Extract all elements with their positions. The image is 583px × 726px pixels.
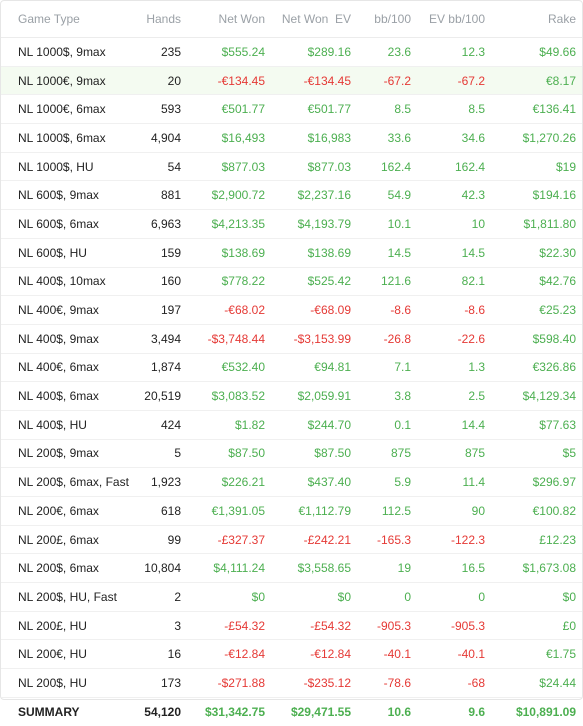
cell-bb-100: 162.4 xyxy=(357,152,417,181)
cell-game-type: NL 200$, 6max xyxy=(1,554,129,583)
cell-net-won-ev: $525.42 xyxy=(271,267,357,296)
cell-hands: 593 xyxy=(129,95,187,124)
cell-rake: €8.17 xyxy=(491,66,582,95)
cell-game-type: NL 200€, 6max xyxy=(1,497,129,526)
cell-bb-100: -8.6 xyxy=(357,296,417,325)
cell-ev-bb-100: -68 xyxy=(417,669,491,698)
cell-ev-bb-100: 34.6 xyxy=(417,124,491,153)
cell-net-won-ev: $16,983 xyxy=(271,124,357,153)
cell-net-won-ev: €94.81 xyxy=(271,353,357,382)
cell-net-won-ev: €501.77 xyxy=(271,95,357,124)
column-header-ev-bb-100[interactable]: EV bb/100 xyxy=(417,1,491,38)
cell-rake: $296.97 xyxy=(491,468,582,497)
cell-net-won: -€12.84 xyxy=(187,640,271,669)
cell-net-won: $1.82 xyxy=(187,410,271,439)
cell-rake: $77.63 xyxy=(491,410,582,439)
cell-net-won-ev: -$235.12 xyxy=(271,669,357,698)
column-header-net-won-ev[interactable]: Net Won EV xyxy=(271,1,357,38)
cell-ev-bb-100: 12.3 xyxy=(417,38,491,67)
column-header-net-won[interactable]: Net Won xyxy=(187,1,271,38)
cell-net-won: $0 xyxy=(187,583,271,612)
cell-rake: $0 xyxy=(491,583,582,612)
cell-bb-100: 875 xyxy=(357,439,417,468)
cell-bb-100: 7.1 xyxy=(357,353,417,382)
cell-bb-100: 121.6 xyxy=(357,267,417,296)
cell-game-type: NL 200£, 6max xyxy=(1,525,129,554)
table-body xyxy=(1,38,582,726)
cell-bb-100: 14.5 xyxy=(357,238,417,267)
cell-rake: $42.76 xyxy=(491,267,582,296)
cell-rake: $10,891.09 xyxy=(515,704,576,719)
cell-hands: 10,804 xyxy=(129,554,187,583)
cell-game-type: NL 200€, HU xyxy=(1,640,129,669)
cell-hands: 20 xyxy=(129,66,187,95)
table-row[interactable] xyxy=(1,353,582,382)
table-row[interactable] xyxy=(1,669,582,698)
cell-rake: $19 xyxy=(491,152,582,181)
cell-rake: $24.44 xyxy=(491,669,582,698)
cell-net-won: $138.69 xyxy=(187,238,271,267)
cell-ev-bb-100: 90 xyxy=(417,497,491,526)
cell-net-won-ev: -€68.09 xyxy=(271,296,357,325)
cell-ev-bb-100: -40.1 xyxy=(417,640,491,669)
cell-net-won-ev: $289.16 xyxy=(271,38,357,67)
cell-bb-100: -67.2 xyxy=(357,66,417,95)
cell-rake: $1,673.08 xyxy=(491,554,582,583)
cell-hands: 1,874 xyxy=(129,353,187,382)
cell-ev-bb-100: 42.3 xyxy=(417,181,491,210)
cell-net-won: -£54.32 xyxy=(187,611,271,640)
cell-net-won: -€134.45 xyxy=(187,66,271,95)
cell-net-won: $31,342.75 xyxy=(204,704,265,719)
cell-net-won: -£327.37 xyxy=(187,525,271,554)
cell-ev-bb-100: 2.5 xyxy=(417,382,491,411)
cell-bb-100: -26.8 xyxy=(357,324,417,353)
cell-rake: €136.41 xyxy=(491,95,582,124)
cell-rake: £12.23 xyxy=(491,525,582,554)
cell-hands: 197 xyxy=(129,296,187,325)
cell-ev-bb-100: 162.4 xyxy=(417,152,491,181)
table-row[interactable] xyxy=(1,181,582,210)
table-row[interactable] xyxy=(1,640,582,669)
cell-bb-100: 8.5 xyxy=(357,95,417,124)
table-row[interactable] xyxy=(1,554,582,583)
cell-bb-100: 10.1 xyxy=(357,210,417,239)
cell-hands: 4,904 xyxy=(129,124,187,153)
table-row[interactable] xyxy=(1,267,582,296)
cell-net-won-ev: $138.69 xyxy=(271,238,357,267)
cell-game-type: NL 1000$, 9max xyxy=(1,38,129,67)
cell-bb-100: 5.9 xyxy=(357,468,417,497)
column-header-rake[interactable]: Rake xyxy=(491,1,582,38)
cell-net-won: $4,213.35 xyxy=(187,210,271,239)
cell-hands: 20,519 xyxy=(129,382,187,411)
column-header-game-type[interactable]: Game Type xyxy=(1,1,129,38)
cell-game-type: NL 1000€, 9max xyxy=(1,66,129,95)
table-row[interactable] xyxy=(1,296,582,325)
cell-game-type: NL 600$, 6max xyxy=(1,210,129,239)
cell-net-won-ev: -€12.84 xyxy=(271,640,357,669)
table-header-row xyxy=(1,1,582,38)
cell-hands: 173 xyxy=(129,669,187,698)
table-row[interactable] xyxy=(1,324,582,353)
cell-net-won-ev: -£242.21 xyxy=(271,525,357,554)
cell-ev-bb-100: 0 xyxy=(417,583,491,612)
table-row[interactable] xyxy=(1,66,582,95)
cell-net-won: $3,083.52 xyxy=(187,382,271,411)
cell-net-won: -€68.02 xyxy=(187,296,271,325)
cell-game-type: NL 400$, 10max xyxy=(1,267,129,296)
cell-net-won: $16,493 xyxy=(187,124,271,153)
cell-game-type: NL 400€, 6max xyxy=(1,353,129,382)
cell-bb-100: 54.9 xyxy=(357,181,417,210)
cell-ev-bb-100: 875 xyxy=(417,439,491,468)
cell-rake: £0 xyxy=(491,611,582,640)
cell-bb-100: 0 xyxy=(357,583,417,612)
cell-net-won-ev: -£54.32 xyxy=(271,611,357,640)
cell-hands: 3,494 xyxy=(129,324,187,353)
cell-net-won-ev: $29,471.55 xyxy=(290,704,351,719)
summary-row[interactable] xyxy=(1,697,582,726)
cell-bb-100: 33.6 xyxy=(357,124,417,153)
cell-bb-100: 10.6 xyxy=(387,704,411,719)
table-row[interactable] xyxy=(1,95,582,124)
cell-ev-bb-100: 8.5 xyxy=(417,95,491,124)
cell-hands: 159 xyxy=(129,238,187,267)
cell-bb-100: 112.5 xyxy=(357,497,417,526)
table-row[interactable] xyxy=(1,210,582,239)
cell-ev-bb-100: 14.5 xyxy=(417,238,491,267)
cell-net-won-ev: $877.03 xyxy=(271,152,357,181)
cell-ev-bb-100: 1.3 xyxy=(417,353,491,382)
cell-hands: 3 xyxy=(129,611,187,640)
cell-game-type: NL 200$, HU xyxy=(1,669,129,698)
cell-hands: 235 xyxy=(129,38,187,67)
cell-game-type: NL 400€, 9max xyxy=(1,296,129,325)
cell-net-won-ev: $3,558.65 xyxy=(271,554,357,583)
table-row[interactable] xyxy=(1,583,582,612)
cell-bb-100: 23.6 xyxy=(357,38,417,67)
cell-net-won: $87.50 xyxy=(187,439,271,468)
cell-hands: 160 xyxy=(129,267,187,296)
cell-rake: €1.75 xyxy=(491,640,582,669)
cell-game-type: NL 600$, 9max xyxy=(1,181,129,210)
cell-ev-bb-100: 14.4 xyxy=(417,410,491,439)
cell-net-won-ev: $4,193.79 xyxy=(271,210,357,239)
cell-game-type: NL 600$, HU xyxy=(1,238,129,267)
table-row[interactable] xyxy=(1,238,582,267)
cell-net-won-ev: $2,059.91 xyxy=(271,382,357,411)
cell-hands: 5 xyxy=(129,439,187,468)
column-header-hands[interactable]: Hands xyxy=(129,1,187,38)
cell-ev-bb-100: -67.2 xyxy=(417,66,491,95)
cell-rake: $22.30 xyxy=(491,238,582,267)
cell-bb-100: -40.1 xyxy=(357,640,417,669)
game-type-stats-table xyxy=(1,1,582,726)
cell-ev-bb-100: 10 xyxy=(417,210,491,239)
cell-rake: $4,129.34 xyxy=(491,382,582,411)
cell-ev-bb-100: -905.3 xyxy=(417,611,491,640)
cell-rake: €100.82 xyxy=(491,497,582,526)
cell-rake: $194.16 xyxy=(491,181,582,210)
cell-game-type: NL 200$, 6max, Fast xyxy=(1,468,129,497)
cell-bb-100: -165.3 xyxy=(357,525,417,554)
cell-net-won-ev: $244.70 xyxy=(271,410,357,439)
table-row[interactable] xyxy=(1,382,582,411)
cell-game-type: NL 400$, 9max xyxy=(1,324,129,353)
cell-hands: 54 xyxy=(129,152,187,181)
cell-bb-100: 0.1 xyxy=(357,410,417,439)
cell-net-won-ev: $2,237.16 xyxy=(271,181,357,210)
cell-bb-100: 19 xyxy=(357,554,417,583)
cell-hands: 618 xyxy=(129,497,187,526)
cell-net-won-ev: $0 xyxy=(271,583,357,612)
cell-game-type: NL 200£, HU xyxy=(1,611,129,640)
cell-net-won-ev: -$3,153.99 xyxy=(271,324,357,353)
cell-ev-bb-100: 9.6 xyxy=(468,704,485,719)
table-row[interactable] xyxy=(1,152,582,181)
cell-game-type: NL 1000$, HU xyxy=(1,152,129,181)
table-row[interactable] xyxy=(1,611,582,640)
cell-net-won-ev: $87.50 xyxy=(271,439,357,468)
cell-game-type: NL 1000$, 6max xyxy=(1,124,129,153)
cell-rake: $49.66 xyxy=(491,38,582,67)
cell-rake: €326.86 xyxy=(491,353,582,382)
cell-game-type: NL 200$, 9max xyxy=(1,439,129,468)
cell-net-won-ev: $437.40 xyxy=(271,468,357,497)
cell-ev-bb-100: 16.5 xyxy=(417,554,491,583)
cell-net-won-ev: -€134.45 xyxy=(271,66,357,95)
table-row[interactable] xyxy=(1,410,582,439)
column-header-bb-100[interactable]: bb/100 xyxy=(357,1,417,38)
cell-hands: 54,120 xyxy=(144,704,181,719)
cell-ev-bb-100: 82.1 xyxy=(417,267,491,296)
cell-rake: $1,270.26 xyxy=(491,124,582,153)
cell-ev-bb-100: 11.4 xyxy=(417,468,491,497)
cell-rake: €25.23 xyxy=(491,296,582,325)
cell-ev-bb-100: -22.6 xyxy=(417,324,491,353)
cell-net-won: -$271.88 xyxy=(187,669,271,698)
cell-game-type: SUMMARY xyxy=(18,704,80,719)
cell-ev-bb-100: -8.6 xyxy=(417,296,491,325)
cell-rake: $598.40 xyxy=(491,324,582,353)
cell-hands: 6,963 xyxy=(129,210,187,239)
cell-hands: 99 xyxy=(129,525,187,554)
cell-rake: $1,811.80 xyxy=(491,210,582,239)
cell-net-won: $778.22 xyxy=(187,267,271,296)
cell-game-type: NL 200$, HU, Fast xyxy=(1,583,129,612)
cell-net-won: $2,900.72 xyxy=(187,181,271,210)
cell-bb-100: -78.6 xyxy=(357,669,417,698)
table-row[interactable] xyxy=(1,38,582,67)
cell-hands: 424 xyxy=(129,410,187,439)
cell-rake: $5 xyxy=(491,439,582,468)
table-row[interactable] xyxy=(1,468,582,497)
cell-game-type: NL 400$, 6max xyxy=(1,382,129,411)
cell-net-won: $226.21 xyxy=(187,468,271,497)
table-row[interactable] xyxy=(1,439,582,468)
cell-net-won: $555.24 xyxy=(187,38,271,67)
cell-game-type: NL 400$, HU xyxy=(1,410,129,439)
cell-ev-bb-100: -122.3 xyxy=(417,525,491,554)
cell-hands: 1,923 xyxy=(129,468,187,497)
cell-hands: 881 xyxy=(129,181,187,210)
cell-net-won: €501.77 xyxy=(187,95,271,124)
cell-game-type: NL 1000€, 6max xyxy=(1,95,129,124)
cell-hands: 2 xyxy=(129,583,187,612)
table-row[interactable] xyxy=(1,497,582,526)
cell-net-won: $4,111.24 xyxy=(187,554,271,583)
cell-net-won-ev: €1,112.79 xyxy=(271,497,357,526)
cell-net-won: €532.40 xyxy=(187,353,271,382)
cell-bb-100: -905.3 xyxy=(357,611,417,640)
table-row[interactable] xyxy=(1,525,582,554)
cell-net-won: -$3,748.44 xyxy=(187,324,271,353)
cell-net-won: $877.03 xyxy=(187,152,271,181)
table-row[interactable] xyxy=(1,124,582,153)
cell-bb-100: 3.8 xyxy=(357,382,417,411)
cell-hands: 16 xyxy=(129,640,187,669)
cell-net-won: €1,391.05 xyxy=(187,497,271,526)
